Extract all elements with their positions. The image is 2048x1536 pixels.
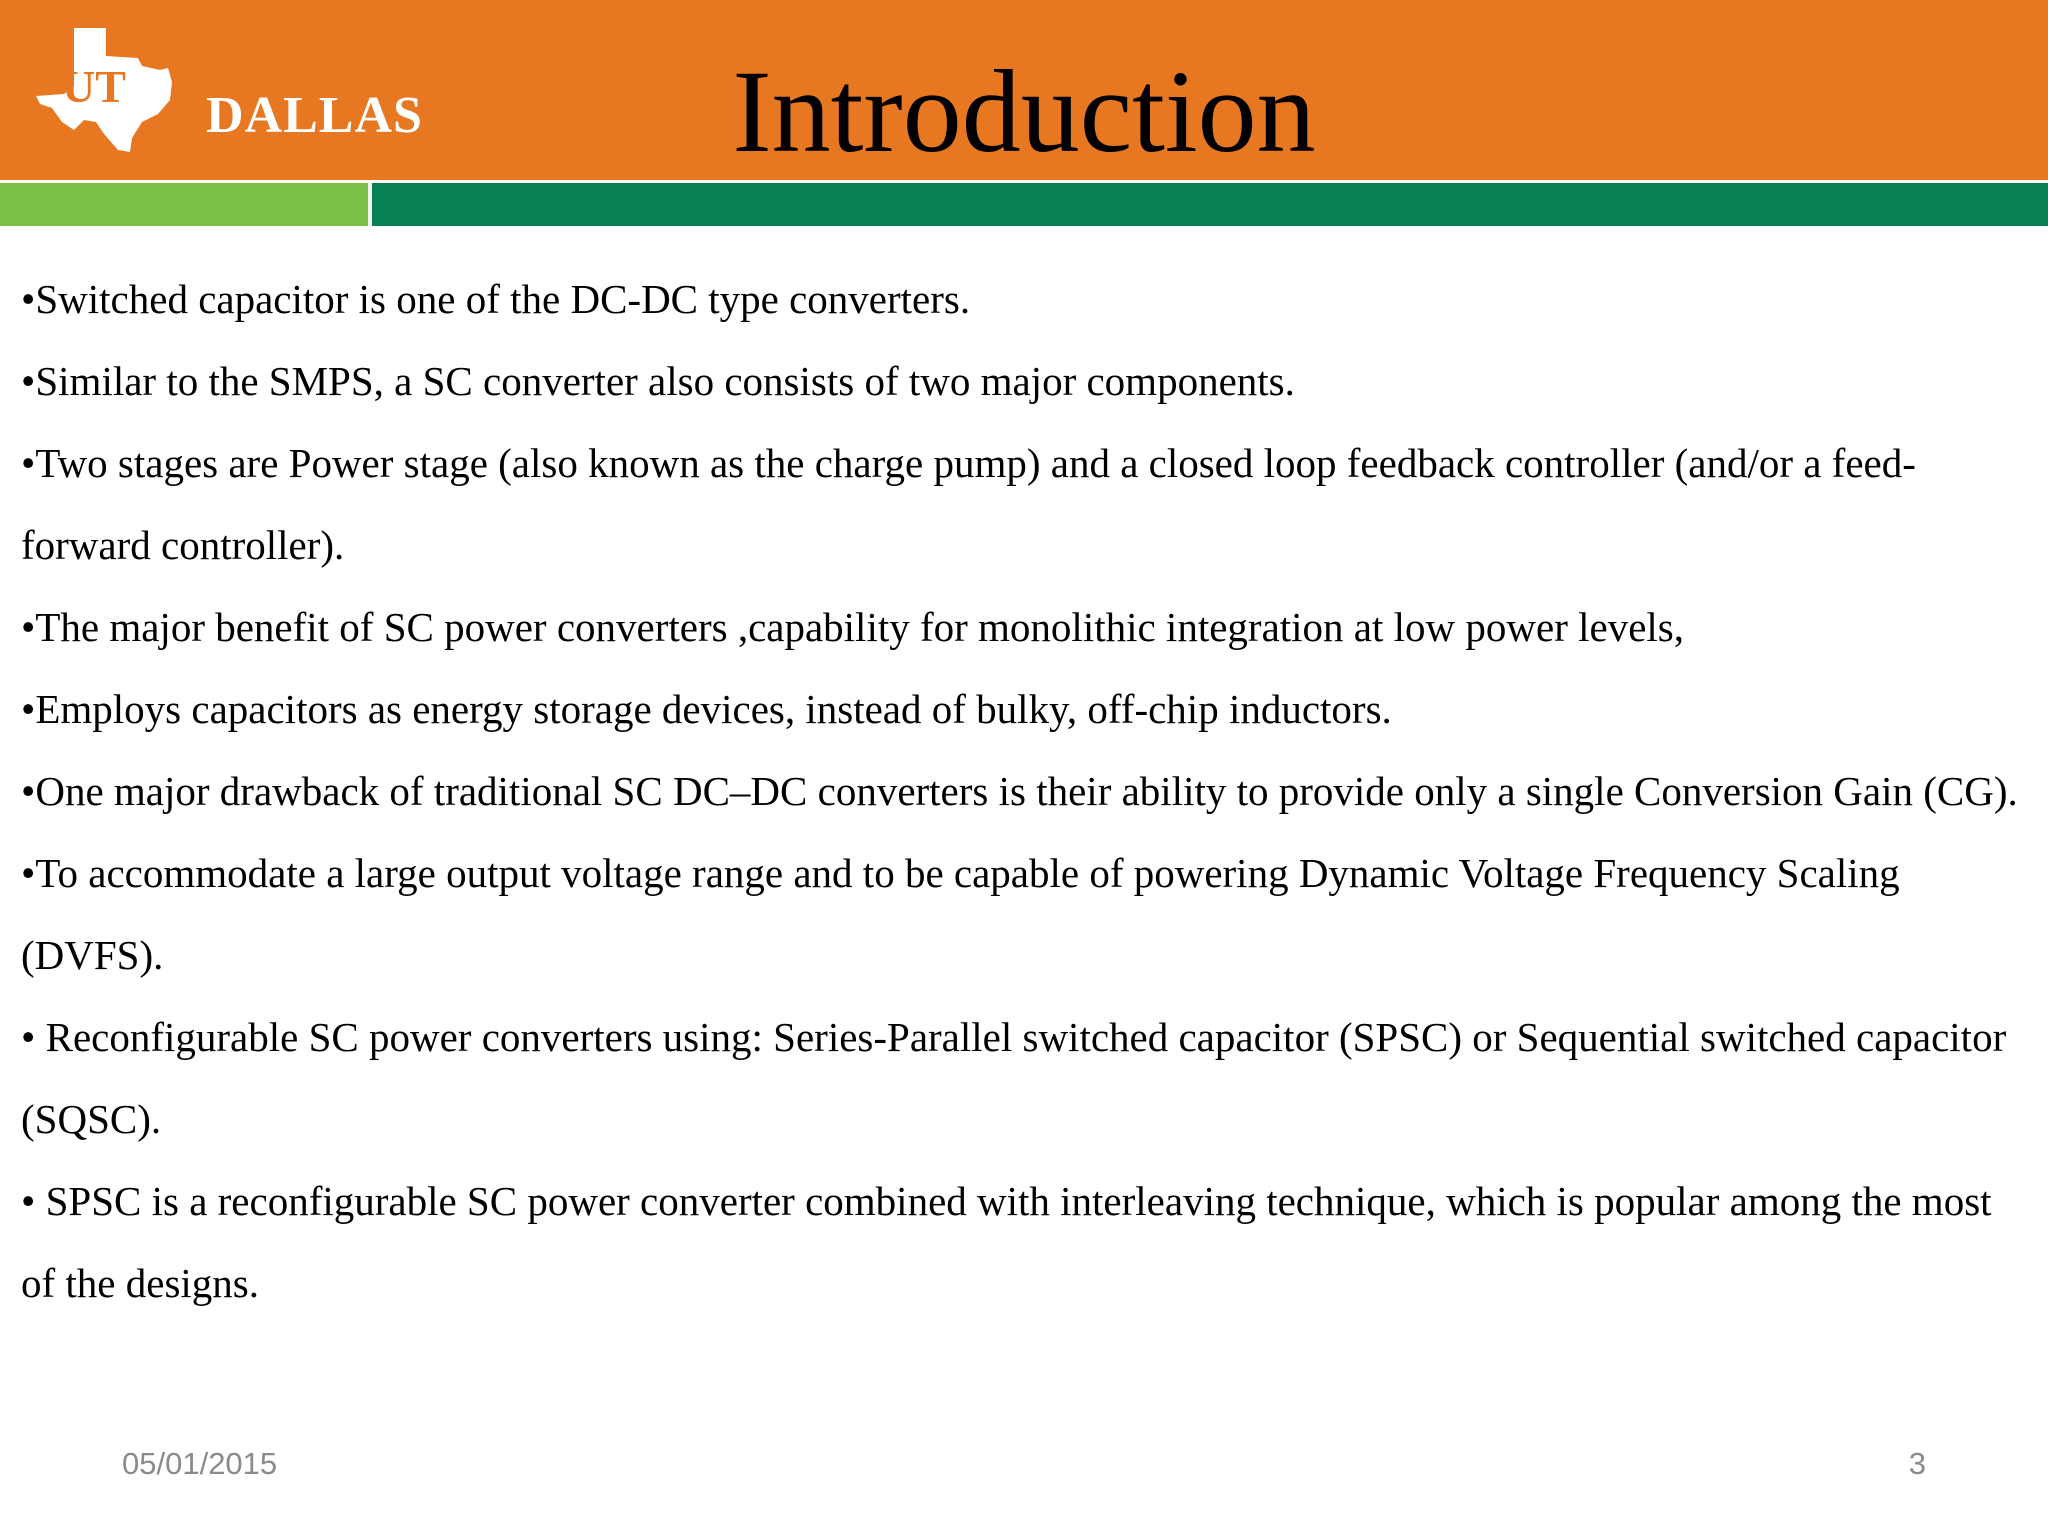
bullet-item: •Employs capacitors as energy storage devices, instead of bulky, off-chip inductors.: [21, 686, 1392, 732]
svg-text:UT: UT: [62, 61, 126, 112]
header-stripe-light-green: [0, 183, 368, 226]
header-stripe-dark-green: [372, 183, 2048, 226]
slide-title: Introduction: [732, 46, 1316, 177]
bullet-list: [21, 258, 2031, 1324]
bullet-item: •To accommodate a large output voltage range and to be capable of powering Dynamic Voltage Frequency Scaling (DVFS).: [21, 850, 1900, 978]
bullet-item: • SPSC is a reconfigurable SC power converter combined with interleaving technique, which is popular among the most of the designs.: [21, 1178, 1992, 1306]
logo-text: DALLAS: [206, 87, 423, 144]
bullet-item: •One major drawback of traditional SC DC–DC converters is their ability to provide only a single Conversion Gain (CG).: [21, 768, 2018, 814]
bullet-item: •Two stages are Power stage (also known as the charge pump) and a closed loop feedback controller (and/or a feed-forward controller).: [21, 440, 1916, 568]
bullet-item: •The major benefit of SC power converters ,capability for monolithic integration at low power levels,: [21, 604, 1684, 650]
bullet-item: • Reconfigurable SC power converters using: Series-Parallel switched capacitor (SPSC) or Sequential switched capacitor (SQSC).: [21, 1014, 2007, 1142]
bullet-item: •Similar to the SMPS, a SC converter also consists of two major components.: [21, 358, 1295, 404]
page-number: 3: [1908, 1446, 1926, 1481]
bullet-item: •Switched capacitor is one of the DC-DC type converters.: [21, 276, 971, 322]
footer-date: 05/01/2015: [122, 1446, 278, 1481]
